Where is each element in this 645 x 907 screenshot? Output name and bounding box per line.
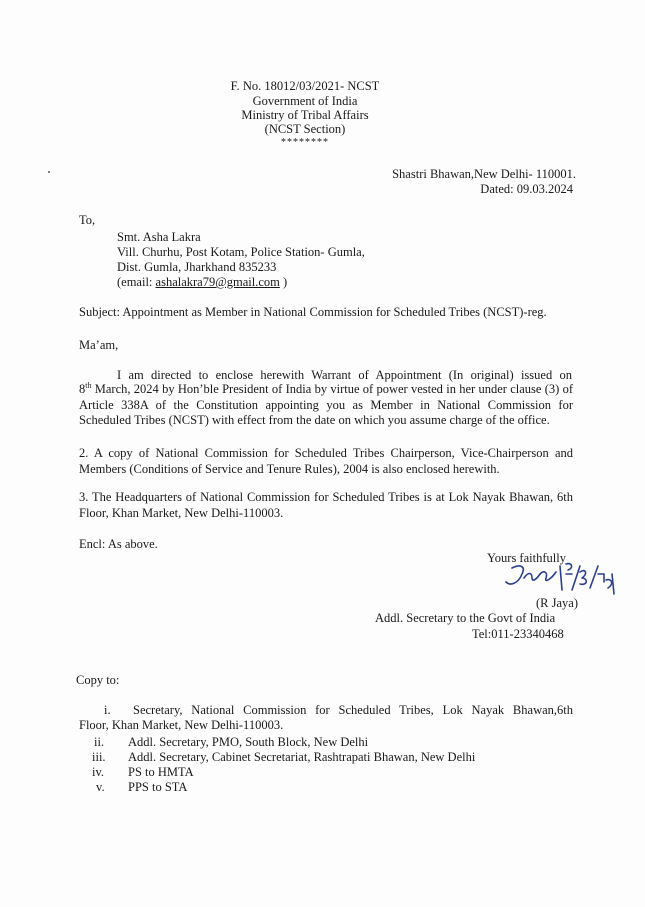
section-line: (NCST Section): [264, 122, 346, 136]
to-label: To,: [79, 213, 96, 227]
stars-divider: ********: [281, 137, 329, 148]
signatory-telephone: Tel:011-23340468: [472, 627, 564, 641]
copy-item-num: ii.: [94, 735, 105, 749]
para1-first-line: I am directed to enclose herewith Warrant of Appointment (In original) issued on: [117, 368, 572, 382]
copy-item-num: i.: [104, 703, 111, 717]
copy-item-text: Addl. Secretary, PMO, South Block, New Delhi: [128, 735, 369, 749]
subject-line: Subject: Appointment as Member in National Commission for Scheduled Tribes (NCST)-reg.: [79, 305, 547, 319]
copy-item-num: v.: [96, 780, 105, 794]
para3: 3. The Headquarters of National Commission for Scheduled Tribes is at Lok Nayak Bhawan, 6th Floor, Khan Market, New Delhi-110003.: [79, 490, 573, 520]
salutation: Ma’am,: [79, 338, 119, 352]
dated-line: Dated: 09.03.2024: [480, 182, 573, 196]
copy-item-num: iii.: [92, 750, 106, 764]
copy-item-text: PS to HMTA: [128, 765, 194, 779]
signatory-name: (R Jaya): [536, 596, 578, 610]
address-line-2: Dist. Gumla, Jharkhand 835233: [117, 260, 277, 274]
para2: 2. A copy of National Commission for Scheduled Tribes Chairperson, Vice-Chairperson and Members (Conditions of Service and Tenure Rules), 2004 is also enclosed herewith.: [79, 446, 573, 476]
signatory-designation: Addl. Secretary to the Govt of India: [375, 611, 556, 625]
email-line: [117, 275, 287, 290]
copy-item-text: PPS to STA: [128, 780, 188, 794]
file-number: F. No. 18012/03/2021- NCST: [230, 79, 380, 93]
government-line: Government of India: [252, 94, 358, 108]
copy-to-label: Copy to:: [76, 673, 120, 687]
copy-item-continuation: Floor, Khan Market, New Delhi-110003.: [79, 718, 284, 732]
address-line-1: Vill. Churhu, Post Kotam, Police Station- Gumla,: [117, 245, 365, 259]
copy-item-text: Secretary, National Commission for Scheduled Tribes, Lok Nayak Bhawan,6th: [133, 703, 573, 717]
scan-speck: [48, 171, 50, 173]
ministry-line: Ministry of Tribal Affairs: [241, 108, 369, 122]
enclosure-line: Encl: As above.: [79, 537, 158, 551]
email-link[interactable]: ashalakra79@gmail.com: [155, 275, 280, 289]
para1-day: 8: [79, 382, 86, 396]
yours-faithfully: Yours faithfully: [487, 551, 566, 565]
addressee-name: Smt. Asha Lakra: [117, 230, 201, 244]
para1-body: [79, 382, 573, 429]
email-suffix: ): [279, 275, 288, 289]
email-prefix: (email:: [117, 275, 156, 289]
copy-item-num: iv.: [92, 765, 105, 779]
para1-ordinal: th: [85, 380, 92, 390]
copy-item-text: Addl. Secretary, Cabinet Secretariat, Rashtrapati Bhawan, New Delhi: [128, 750, 476, 764]
para1-rest: March, 2024 by Hon’ble President of India by virtue of power vested in her under clause (3) of Article 338A of the Constitution appointing you as Member in National Commission for Scheduled Tribes (NCST) with effect from the date on which you assume charge of the office.: [79, 382, 573, 427]
place-line: Shastri Bhawan,New Delhi- 110001.: [392, 167, 576, 181]
